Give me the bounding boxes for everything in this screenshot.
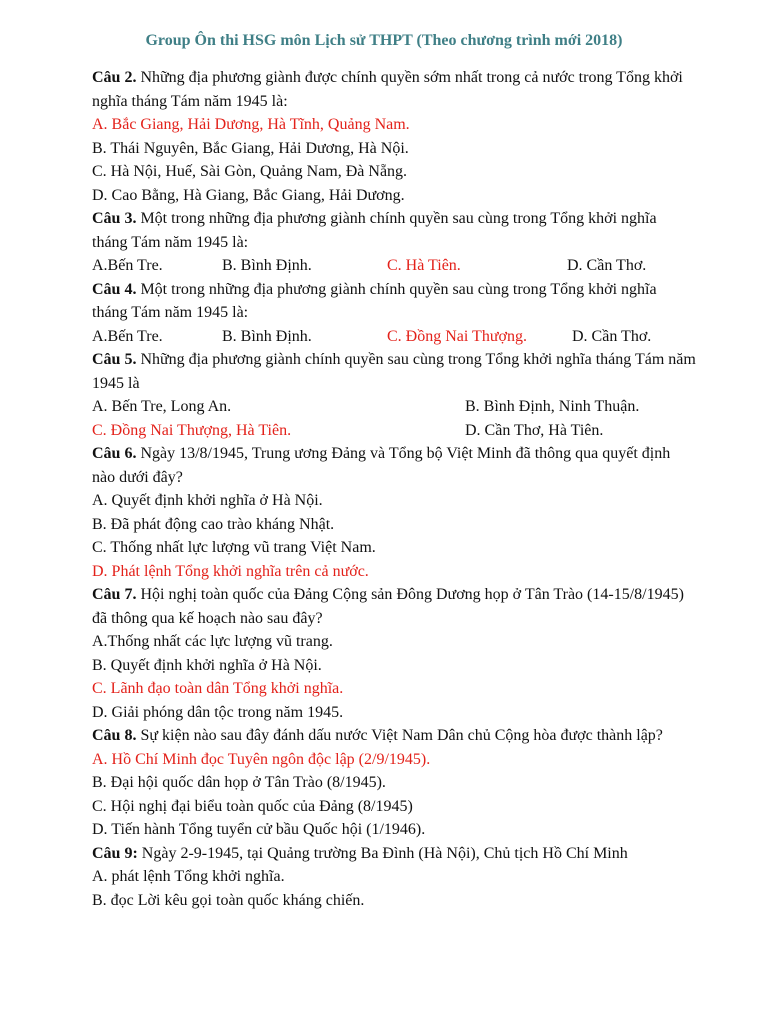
question-label: Câu 3.: [92, 210, 137, 227]
option-c: C. Lãnh đạo toàn dân Tổng khởi nghĩa.: [92, 680, 344, 697]
question-label: Câu 2.: [92, 69, 137, 86]
option-d: D. Cao Bằng, Hà Giang, Bắc Giang, Hải Dương.: [92, 186, 405, 204]
option-a: A.Bến Tre.: [92, 257, 163, 274]
question-text: Ngày 13/8/1945, Trung ương Đảng và Tổng bộ Việt Minh đã thông qua quyết định nào dưới đây?: [92, 445, 671, 486]
question-5: [92, 348, 696, 395]
options-row: [92, 254, 696, 278]
question-label: Câu 6.: [92, 445, 137, 462]
question-label: Câu 4.: [92, 280, 137, 298]
question-text: Những địa phương giành chính quyền sau cùng trong Tổng khởi nghĩa tháng Tám năm 1945 là: [92, 351, 696, 392]
option-c: C. Hà Nội, Huế, Sài Gòn, Quảng Nam, Đà Nẵng.: [92, 163, 408, 180]
option-c: C. Đồng Nai Thượng.: [387, 327, 527, 345]
question-2: [92, 66, 696, 113]
question-label: Câu 5.: [92, 351, 137, 368]
question-text: Những địa phương giành được chính quyền sớm nhất trong cả nước trong Tổng khởi nghĩa tháng Tám năm 1945 là:: [92, 69, 683, 110]
option-b: B. Quyết định khởi nghĩa ở Hà Nội.: [92, 656, 322, 674]
option-d: D. Giải phóng dân tộc trong năm 1945.: [92, 703, 344, 721]
option-b: B. Bình Định, Ninh Thuận.: [465, 398, 640, 415]
option-b: B. đọc Lời kêu gọi toàn quốc kháng chiến.: [92, 891, 365, 909]
option-a: A. Bắc Giang, Hải Dương, Hà Tĩnh, Quảng Nam.: [92, 116, 410, 133]
question-6: [92, 442, 696, 489]
question-list: [92, 66, 696, 912]
options-row: [92, 419, 696, 443]
options-row: [92, 395, 696, 419]
option-c: C. Thống nhất lực lượng vũ trang Việt Nam.: [92, 539, 376, 556]
option-d: D. Cần Thơ.: [572, 327, 652, 345]
option-b: B. Bình Định.: [222, 327, 312, 345]
question-label: Câu 8.: [92, 727, 137, 744]
question-text: Sự kiện nào sau đây đánh dấu nước Việt Nam Dân chủ Cộng hòa được thành lập?: [136, 727, 663, 744]
question-text: Một trong những địa phương giành chính quyền sau cùng trong Tổng khởi nghĩa tháng Tám năm 1945 là:: [92, 210, 657, 251]
option-d: D. Tiến hành Tổng tuyển cử bầu Quốc hội (1/1946).: [92, 821, 426, 838]
document-header: Group Ôn thi HSG môn Lịch sử THPT (Theo chương trình mới 2018): [145, 32, 623, 49]
option-b: B. Đã phát động cao trào kháng Nhật.: [92, 515, 335, 533]
option-a: A. Bến Tre, Long An.: [92, 398, 232, 415]
question-label: Câu 9:: [92, 844, 138, 862]
option-c: C. Hội nghị đại biểu toàn quốc của Đảng (8/1945): [92, 797, 413, 815]
option-b: B. Bình Định.: [222, 257, 312, 274]
option-d: D. Cần Thơ, Hà Tiên.: [465, 421, 604, 439]
option-c: C. Hà Tiên.: [387, 257, 461, 274]
question-text: Hội nghị toàn quốc của Đảng Cộng sản Đông Dương họp ở Tân Trào (14-15/8/1945) đã thông qua kế hoạch nào sau đây?: [92, 586, 684, 627]
option-d: D. Phát lệnh Tổng khởi nghĩa trên cả nước.: [92, 562, 369, 580]
question-text: Ngày 2-9-1945, tại Quảng trường Ba Đình (Hà Nội), Chủ tịch Hồ Chí Minh: [137, 844, 628, 862]
option-a: A.Bến Tre.: [92, 327, 163, 345]
question-9: [92, 842, 696, 866]
question-4: [92, 278, 696, 325]
options-row: [92, 325, 696, 349]
question-label: Câu 7.: [92, 586, 137, 603]
option-b: B. Thái Nguyên, Bắc Giang, Hải Dương, Hà Nội.: [92, 139, 409, 157]
question-7: [92, 583, 696, 630]
question-text: Một trong những địa phương giành chính quyền sau cùng trong Tổng khởi nghĩa tháng Tám năm 1945 là:: [92, 280, 657, 321]
option-a: A. phát lệnh Tổng khởi nghĩa.: [92, 868, 285, 885]
option-a: A. Quyết định khởi nghĩa ở Hà Nội.: [92, 492, 323, 509]
option-a: A.Thống nhất các lực lượng vũ trang.: [92, 633, 333, 650]
option-c: C. Đồng Nai Thượng, Hà Tiên.: [92, 421, 292, 439]
option-b: B. Đại hội quốc dân họp ở Tân Trào (8/1945).: [92, 774, 386, 791]
option-d: D. Cần Thơ.: [567, 257, 647, 274]
question-3: [92, 207, 696, 254]
option-a: A. Hồ Chí Minh đọc Tuyên ngôn độc lập (2/9/1945).: [92, 750, 431, 768]
question-8: [92, 724, 696, 748]
